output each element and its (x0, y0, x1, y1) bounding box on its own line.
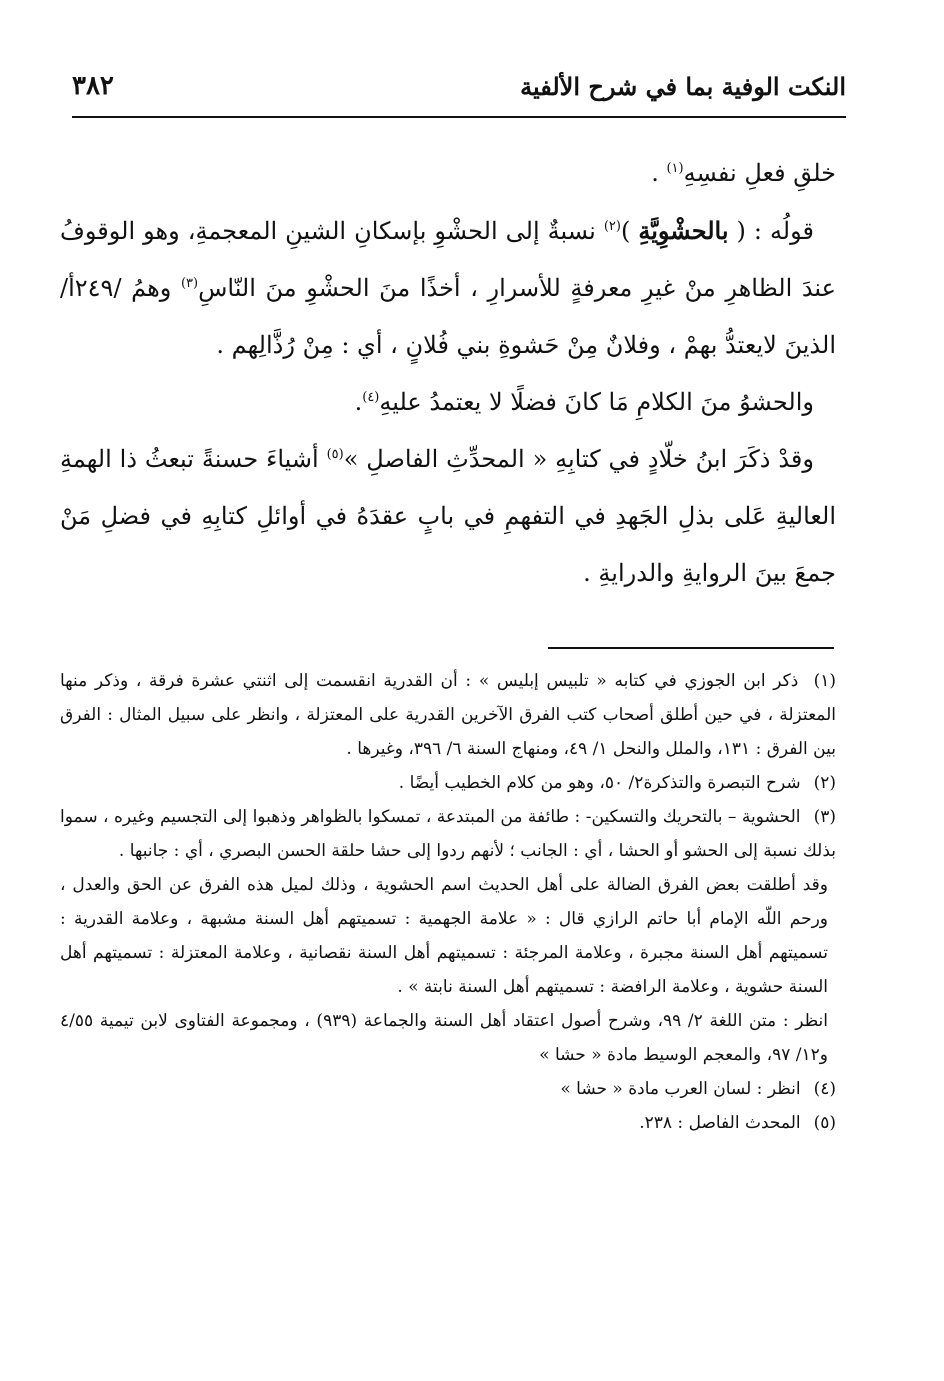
footnote-4 (60, 1072, 836, 1106)
paragraph-text: نسبةٌ إلى الحشْوِ بإسكانِ الشينِ المعجمةِ، وهو الوقوفُ عندَ الظاهرِ منْ غيرِ معرفةٍ للأسرارِ ، أخذًا منَ الحشْوِ منَ النّاسِ (60, 217, 836, 302)
quote-lead: قولُه : ( (728, 217, 814, 245)
footnote-text: انظر : لسان العرب مادة « حشا » (560, 1079, 801, 1099)
footnote-3-references: انظر : متن اللغة ٢/ ٩٩، وشرح أصول اعتقاد أهل السنة والجماعة (٩٣٩) ، ومجموعة الفتاوى لابن تيمية ٤/٥٥ و١٢/ ٩٧، والمعجم الوسيط مادة « حشا » (60, 1011, 828, 1065)
paragraph-text: أشياءَ حسنةً تبعثُ ذا الهمةِ العاليةِ عَلى بذلِ الجَهدِ في التفهمِ في بابٍ عقدَهُ في أوائلِ كتابِهِ في فضلِ مَنْ جمعَ بينَ الروايةِ والدرايةِ . (60, 445, 836, 587)
footnote-3 (60, 800, 836, 868)
footnote-text: الحشوية – بالتحريك والتسكين- : طائفة من المبتدعة ، تمسكوا بالظواهر وذهبوا إلى التجسيم وغيره ، سموا بذلك نسبة إلى الحشو أو الحشا ، أي : الجانب ؛ لأنهم ردوا إلى حشا حلقة الحسن البصري ، أي : جانبها . (60, 807, 836, 861)
paragraph-4 (60, 431, 836, 602)
paragraph-text: والحشوُ منَ الكلامِ مَا كانَ فضلًا لا يعتمدُ عليهِ (379, 388, 814, 416)
quoted-term: بالحشْوِيَّةِ (638, 216, 729, 245)
footnote-text: المحدث الفاصل : ٢٣٨. (639, 1113, 801, 1133)
footnote-text: ذكر ابن الجوزي في كتابه « تلبيس إبليس » : أن القدرية انقسمت إلى اثنتي عشرة فرقة ، وذكر منها المعتزلة ، في حين أطلق أصحاب كتب الفرق الآخرين القدرية على المعتزلة ، وانظر على سبيل المثال : الفرق بين الفرق : ١٣١، والملل والنحل ١/ ٤٩، ومنهاج السنة ٦/ ٣٩٦، وغيرها . (60, 671, 836, 759)
footnote-ref: (٢) (603, 219, 621, 234)
running-title: النكت الوفية بما في شرح الألفية (520, 71, 846, 101)
footnote-3-continuation: وقد أطلقت بعض الفرق الضالة على أهل الحديث اسم الحشوية ، وذلك لميل هذه الفرق عن الحق والعدل ، ورحم اللّه الإمام أبا حاتم الرازي قال : « علامة الجهمية : تسميتهم أهل السنة مشبهة ، وعلامة القدرية : تسميتهم أهل السنة مجبرة ، وعلامة المرجئة : تسميتهم أهل السنة نقصانية ، وعلامة المعتزلة : تسميتهم أهل السنة حشوية ، وعلامة الرافضة : تسميتهم أهل السنة نابتة » . (60, 875, 828, 997)
header-rule (72, 116, 846, 118)
page-header (72, 66, 846, 106)
footnote-ref: (١) (666, 161, 684, 176)
footnote-rule (548, 647, 834, 649)
quote-close: ) (620, 217, 639, 245)
footnote-number: (٤) (813, 1079, 836, 1099)
footnotes (60, 664, 836, 1140)
paragraph-3 (60, 374, 836, 431)
footnote-number: (٢) (813, 773, 836, 793)
page-number: ٣٨٢ (72, 71, 114, 101)
footnote-text: شرح التبصرة والتذكرة٢/ ٥٠، وهو من كلام الخطيب أيضًا . (398, 773, 801, 793)
paragraph-end: . (651, 159, 667, 187)
paragraph-2 (60, 202, 836, 374)
paragraph-text: وهمُ /٢٤٩أ/ الذينَ لايعتدُّ بهمْ ، وفلانٌ مِنْ حَشوةِ بني فُلانٍ ، أي : مِنْ رُذَّالِهم . (60, 274, 836, 359)
footnote-number: (٥) (813, 1113, 836, 1133)
paragraph-1 (60, 145, 836, 202)
footnote-ref: (٤) (362, 390, 380, 405)
paragraph-end: . (354, 388, 363, 416)
footnote-number: (٣) (813, 807, 836, 827)
footnote-number: (١) (813, 671, 836, 691)
footnote-5 (60, 1106, 836, 1140)
footnote-1 (60, 664, 836, 766)
paragraph-text: وقدْ ذكَرَ ابنُ خلّادٍ في كتابِهِ « المحدِّثِ الفاصلِ » (343, 445, 814, 473)
footnote-ref: (٣) (180, 276, 199, 291)
paragraph-text: خلقِ فعلِ نفسِهِ (683, 159, 836, 187)
main-text (60, 145, 836, 602)
footnote-2 (60, 766, 836, 800)
footnote-ref: (٥) (326, 447, 344, 462)
